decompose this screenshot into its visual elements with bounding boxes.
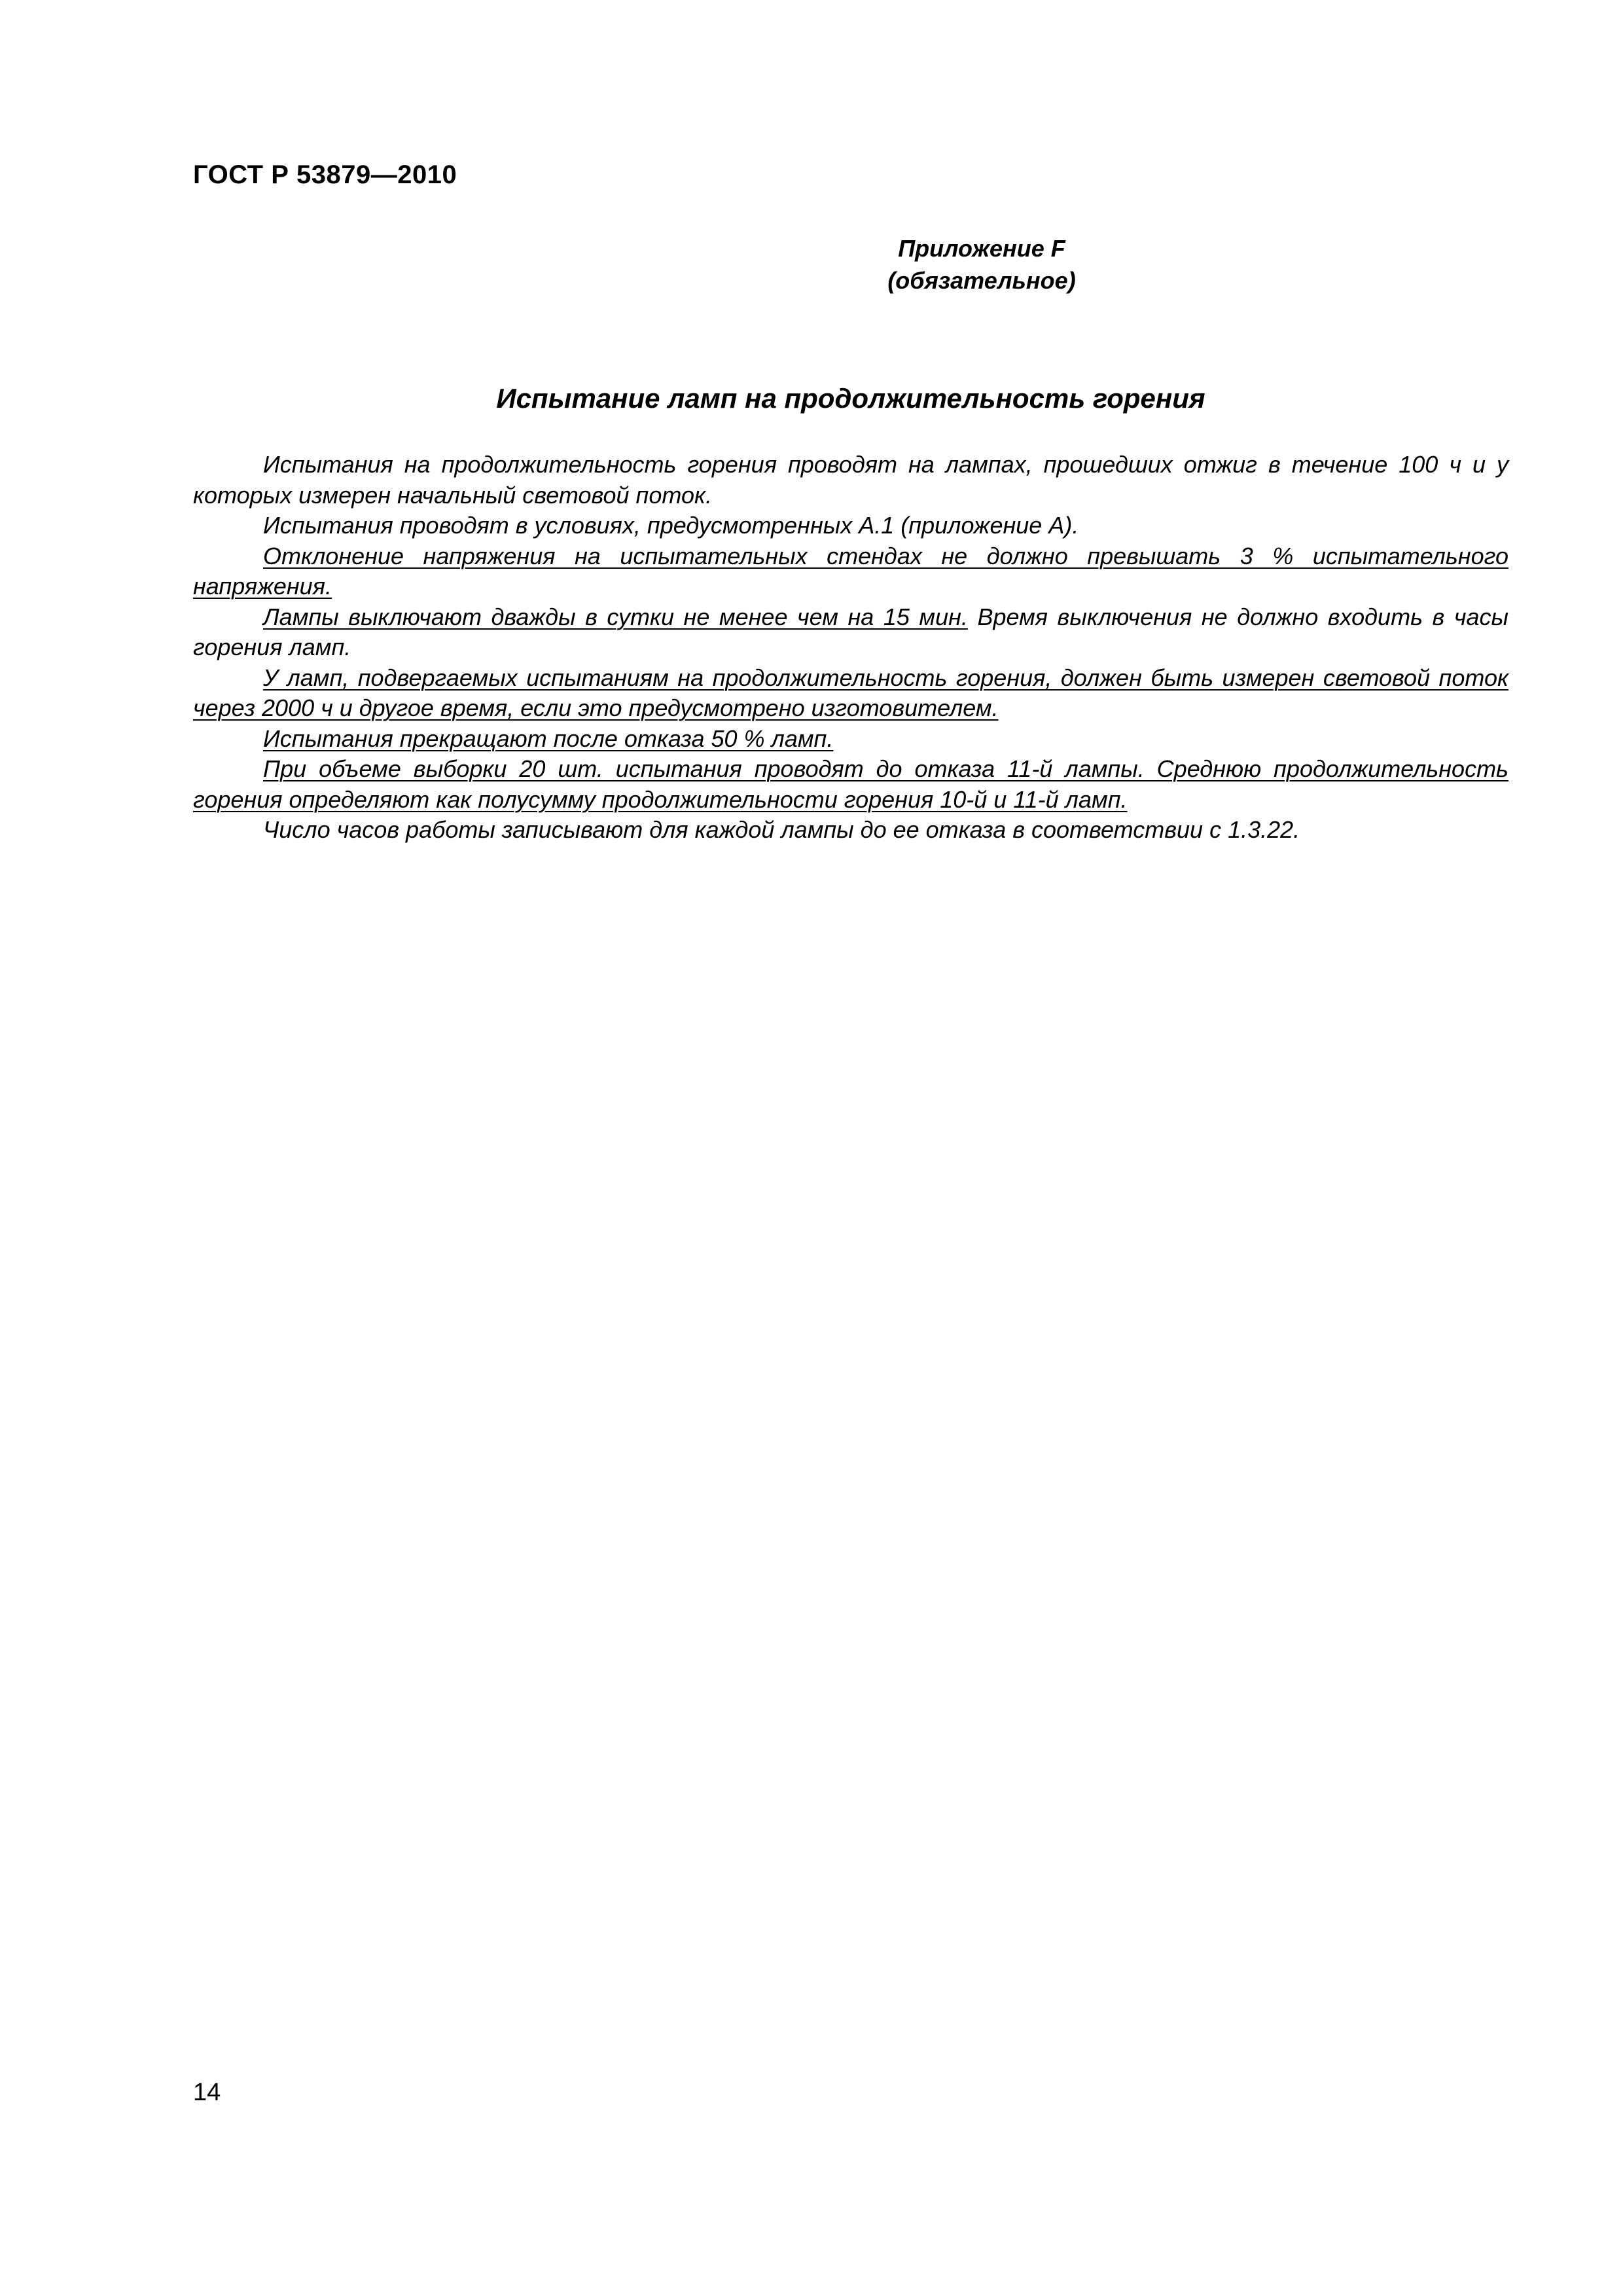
- paragraph-1: Испытания на продолжительность горения проводят на лампах, прошедших отжиг в течение 100 ч и у которых измерен начальный световой поток.: [193, 451, 1508, 509]
- paragraph-2: Испытания проводят в условиях, предусмотренных А.1 (приложение А).: [263, 512, 1079, 539]
- paragraph-6: [193, 724, 1508, 755]
- paragraph-4-underlined: Лампы выключают дважды в сутки не менее чем на 15 мин.: [263, 603, 968, 630]
- paragraph-4-rest: Время выключения не должно входить в часы горения ламп.: [193, 603, 1509, 660]
- paragraph-5-underlined: У ламп, подвергаемых испытаниям на продолжительность горения, должен быть измерен световой поток через 2000 ч и другое время, если это предусмотрено изготовителем.: [193, 664, 1508, 721]
- paragraph-3: [193, 541, 1508, 602]
- page-number: 14: [193, 2079, 221, 2106]
- section-title: Испытание ламп на продолжительность горения: [496, 383, 1205, 414]
- appendix-status: (обязательное): [887, 267, 1076, 294]
- paragraph-5: [193, 663, 1508, 724]
- paragraph-3-underlined: Отклонение напряжения на испытательных стендах не должно превышать 3 % испытательного напряжения.: [193, 542, 1508, 600]
- appendix-heading: [707, 232, 1257, 296]
- paragraph-8: Число часов работы записывают для каждой лампы до ее отказа в соответствии с 1.3.22.: [263, 816, 1300, 843]
- appendix-label: Приложение F: [898, 235, 1065, 262]
- paragraph-4: [193, 602, 1508, 663]
- standard-code-header: ГОСТ Р 53879—2010: [193, 160, 457, 189]
- body-text: [193, 450, 1508, 846]
- paragraph-6-underlined: Испытания прекращают после отказа 50 % ламп.: [263, 725, 834, 752]
- paragraph-7: [193, 754, 1508, 815]
- paragraph-7-underlined: При объеме выборки 20 шт. испытания проводят до отказа 11-й лампы. Среднюю продолжительность горения определяют как полусумму продолжительности горения 10-й и 11-й ламп.: [193, 755, 1508, 813]
